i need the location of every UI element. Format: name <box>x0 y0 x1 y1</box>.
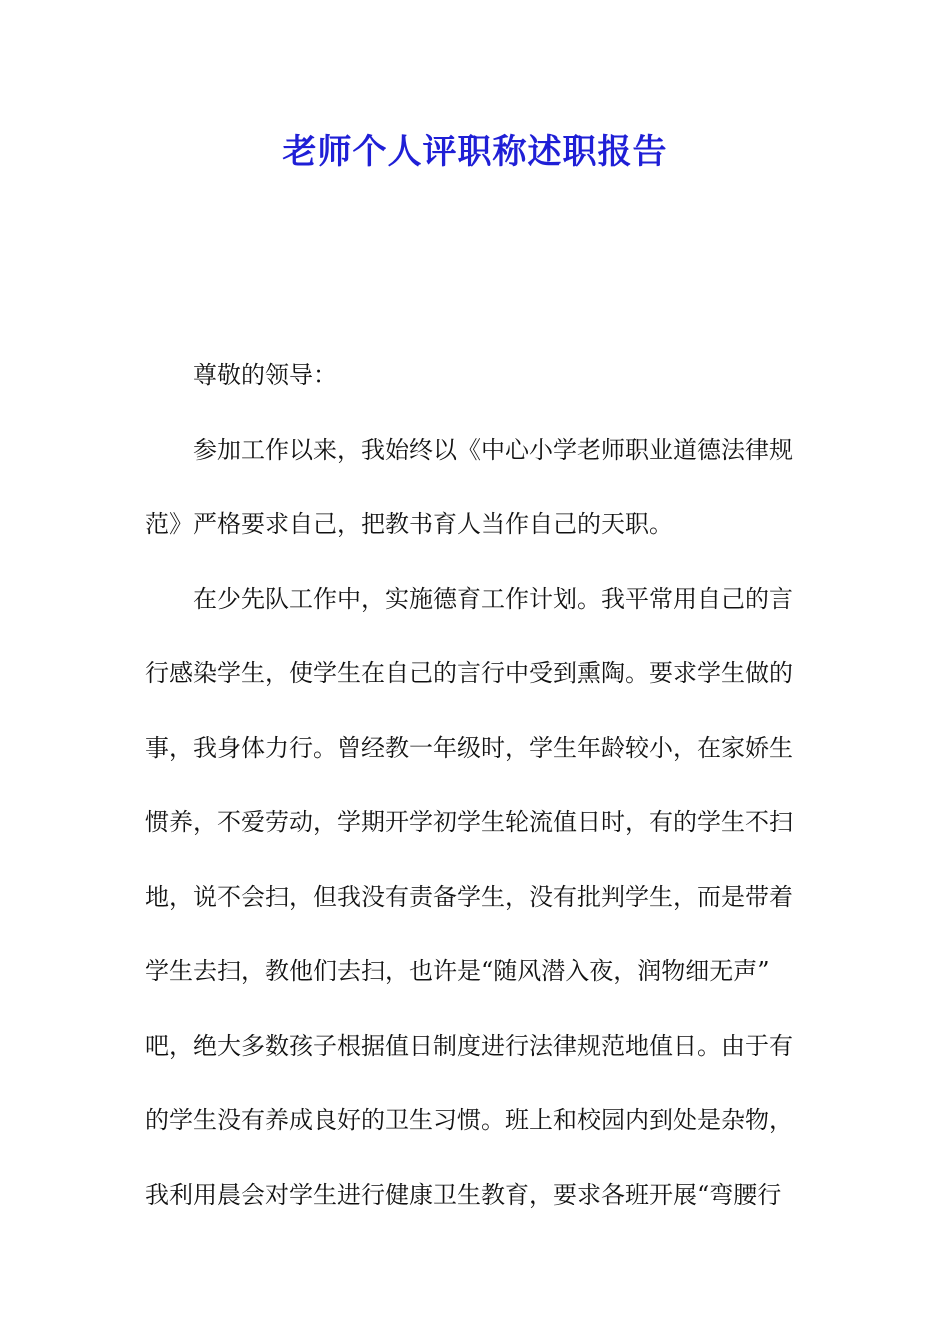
paragraph-line: 的学生没有养成良好的卫生习惯。班上和校园内到处是杂物， <box>145 1106 793 1134</box>
salutation-line: 尊敬的领导： <box>193 361 337 389</box>
paragraph-line: 在少先队工作中，实施德育工作计划。我平常用自己的言 <box>193 584 793 613</box>
document-title: 老师个人评职称述职报告 <box>282 132 668 172</box>
paragraph-line: 学生去扫，教他们去扫，也许是“随风潜入夜，润物细无声” <box>145 957 770 985</box>
paragraph-line: 我利用晨会对学生进行健康卫生教育，要求各班开展“弯腰行 <box>145 1180 782 1209</box>
paragraph-line: 行感染学生，使学生在自己的言行中受到熏陶。要求学生做的 <box>145 659 793 687</box>
paragraph-line: 参加工作以来，我始终以《中心小学老师职业道德法律规 <box>193 435 793 464</box>
paragraph-line: 吧，绝大多数孩子根据值日制度进行法律规范地值日。由于有 <box>145 1031 793 1060</box>
paragraph-line: 地，说不会扫，但我没有责备学生，没有批判学生，而是带着 <box>145 882 793 911</box>
paragraph-line: 惯养，不爱劳动，学期开学初学生轮流值日时，有的学生不扫 <box>145 808 793 836</box>
document-body <box>145 338 807 1232</box>
paragraph-line: 事，我身体力行。曾经教一年级时，学生年龄较小，在家娇生 <box>145 733 793 762</box>
paragraph-line: 范》严格要求自己，把教书育人当作自己的天职。 <box>145 510 673 538</box>
